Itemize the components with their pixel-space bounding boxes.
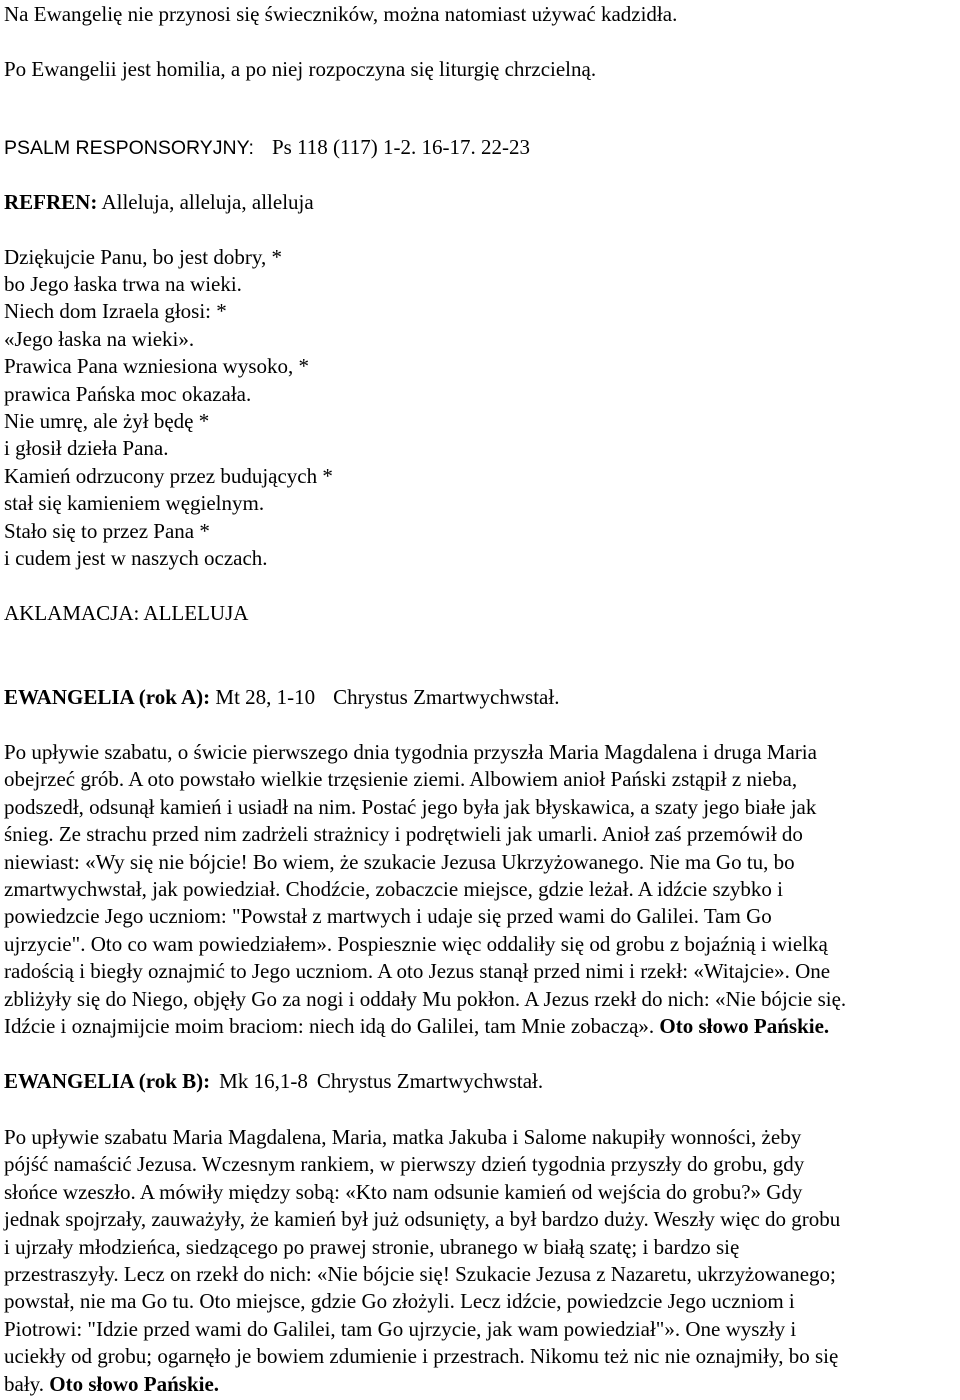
refrain-label: REFREN: [4,190,98,214]
gospel-b-closing: Oto słowo Pańskie. [49,1372,220,1396]
gospel-a-title: Chrystus Zmartwychwstał. [333,685,560,709]
gospel-a-closing: Oto słowo Pańskie. [659,1014,830,1038]
gospel-a-heading [4,684,559,711]
gospel-b-line: pójść namaścić Jezusa. Wczesnym rankiem, w pierwszy dzień tygodnia przyszły do grobu, gdy [4,1152,805,1176]
psalm-verse-line: prawica Pańska moc okazała. [4,382,252,406]
gospel-a-line: śnieg. Ze strachu przed nim zadrżeli strażnicy i podrętwieli jak umarli. Anioł zaś przemówił do [4,822,803,846]
gospel-a-line: radością i biegły oznajmić to Jego uczniom. A oto Jezus stanął przed nimi i rzekł: «Witajcie». One [4,959,831,983]
acclamation-heading: AKLAMACJA: ALLELUJA [4,601,249,625]
gospel-b-line: i ujrzały młodzieńca, siedzącego po prawej stronie, ubranego w białą szatę; i bardzo się [4,1235,740,1259]
gospel-b-line: uciekły od grobu; ogarnęło je bowiem zdumienie i przestrach. Nikomu też nic nie oznajmiły, bo się [4,1344,839,1368]
gospel-a-line: niewiast: «Wy się nie bójcie! Bo wiem, że szukacie Jezusa Ukrzyżowanego. Nie ma Go tu, bo [4,850,795,874]
gospel-a-line: Idźcie i oznajmijcie moim braciom: niech idą do Galilei, tam Mnie zobaczą». [4,1014,655,1038]
gospel-b-title: Chrystus Zmartwychwstał. [316,1069,544,1093]
refrain-text: Alleluja, alleluja, alleluja [101,190,314,214]
psalm-verse-line: i głosił dzieła Pana. [4,436,169,460]
psalm-verse-line: bo Jego łaska trwa na wieki. [4,272,242,296]
psalm-verse-line: «Jego łaska na wieki». [4,327,195,351]
gospel-a-last-line [4,1013,829,1040]
gospel-a-line: podszedł, odsunął kamień i usiadł na nim. Postać jego była jak błyskawica, a szaty jego białe jak [4,795,817,819]
gospel-b-label: EWANGELIA (rok B): [4,1069,211,1093]
psalm-verse-line: Nie umrę, ale żył będę * [4,409,210,433]
gospel-b-line: bały. [4,1372,45,1396]
gospel-b-heading [4,1068,543,1095]
gospel-a-line: ujrzycie". Oto co wam powiedziałem». Pospiesznie więc oddaliły się od grobu z bojaźnią i wielką [4,932,828,956]
psalm-reference: Ps 118 (117) 1-2. 16-17. 22-23 [271,135,530,159]
psalm-verse-line: Prawica Pana wzniesiona wysoko, * [4,354,310,378]
gospel-a-line: zbliżyły się do Niego, objęły Go za nogi i oddały Mu pokłon. A Jezus rzekł do nich: «Nie bójcie się. [4,987,847,1011]
gospel-b-line: Po upływie szabatu Maria Magdalena, Maria, matka Jakuba i Salome nakupiły wonności, żeby [4,1125,802,1149]
gospel-b-line: powstał, nie ma Go tu. Oto miejsce, gdzie Go złożyli. Lecz idźcie, powiedzcie Jego uczniom i [4,1289,795,1313]
intro-line-2: Po Ewangelii jest homilia, a po niej rozpoczyna się liturgię chrzcielną. [4,57,597,81]
psalm-heading [4,134,530,162]
gospel-a-line: obejrzeć grób. A oto powstało wielkie trzęsienie ziemi. Albowiem anioł Pański zstąpił z nieba, [4,767,798,791]
gospel-b-line: przestraszyły. Lecz on rzekł do nich: «Nie bójcie się! Szukacie Jezusa z Nazaretu, ukrzyżowanego; [4,1262,836,1286]
gospel-b-line: Piotrowi: "Idzie przed wami do Galilei, tam Go ujrzycie, jak wam powiedział"». One wyszły i [4,1317,797,1341]
psalm-verse-line: Dziękujcie Panu, bo jest dobry, * [4,245,282,269]
gospel-a-line: zmartwychwstał, jak powiedział. Chodźcie, zobaczcie miejsce, gdzie leżał. A idźcie szybko i [4,877,784,901]
gospel-a-line: Po upływie szabatu, o świcie pierwszego dnia tygodnia przyszła Maria Magdalena i druga Maria [4,740,817,764]
gospel-a-line: powiedzcie Jego uczniom: "Powstał z martwych i udaje się przed wami do Galilei. Tam Go [4,904,772,928]
gospel-b-line: jednak spojrzały, zauważyły, że kamień był już odsunięty, a był bardzo duży. Weszły więc do grobu [4,1207,841,1231]
psalm-label: PSALM RESPONSORYJNY: [4,137,254,159]
gospel-a-label: EWANGELIA (rok A): [4,685,211,709]
psalm-refrain [4,189,314,216]
intro-line-1: Na Ewangelię nie przynosi się świeczników, można natomiast używać kadzidła. [4,2,678,26]
gospel-b-line: słońce wzeszło. A mówiły między sobą: «Kto nam odsunie kamień od wejścia do grobu?» Gdy [4,1180,803,1204]
psalm-verse-line: stał się kamieniem węgielnym. [4,491,265,515]
gospel-a-reference: Mt 28, 1-10 [215,685,316,709]
psalm-verse-line: i cudem jest w naszych oczach. [4,546,268,570]
psalm-verse-line: Niech dom Izraela głosi: * [4,299,227,323]
psalm-verse-line: Stało się to przez Pana * [4,519,210,543]
gospel-b-last-line [4,1371,219,1398]
psalm-verse-line: Kamień odrzucony przez budujących * [4,464,333,488]
gospel-b-reference: Mk 16,1-8 [219,1069,308,1093]
